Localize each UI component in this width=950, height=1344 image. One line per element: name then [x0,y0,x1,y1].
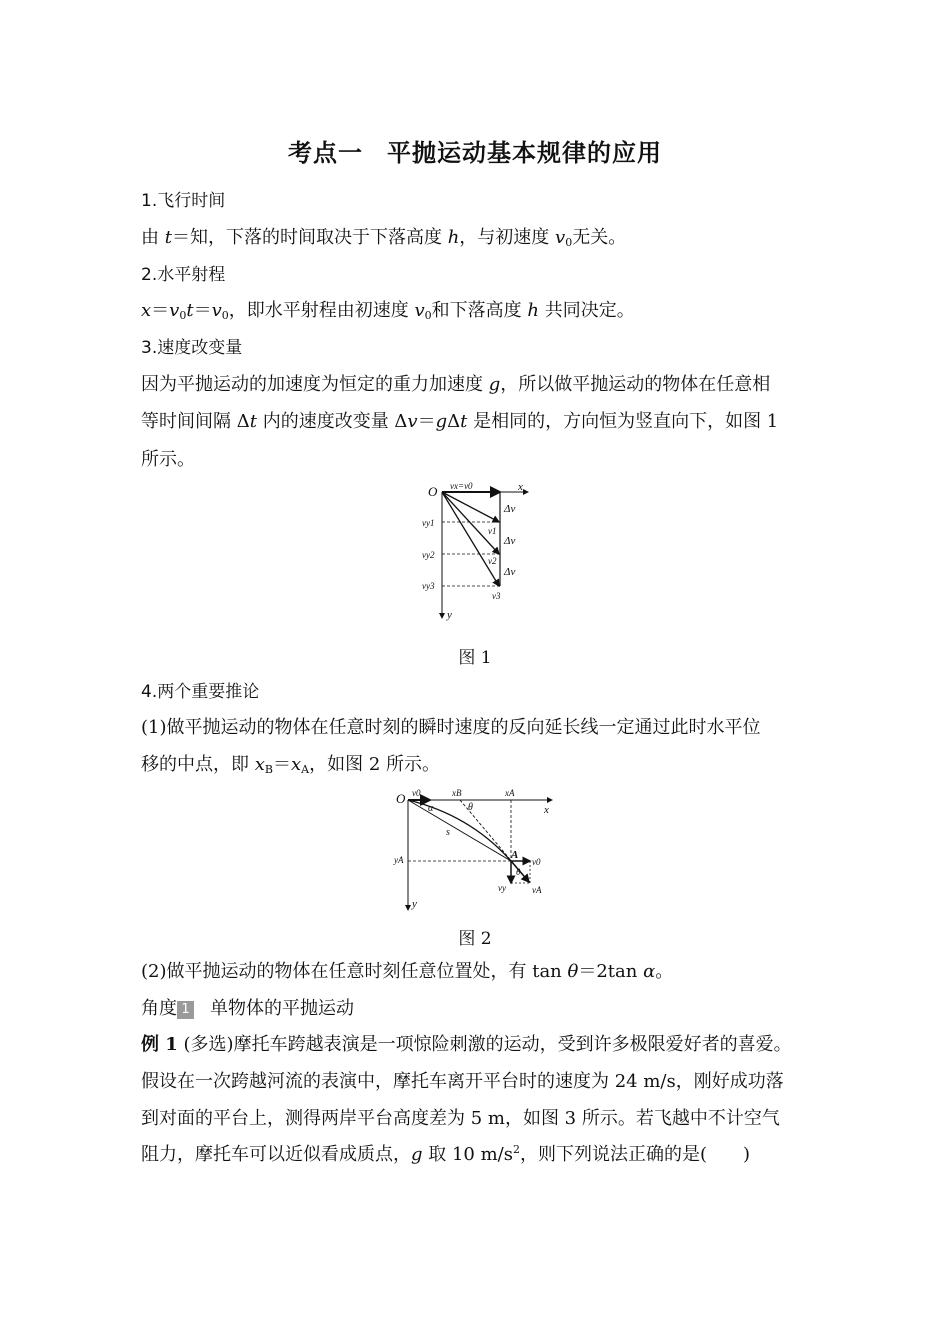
dv-label-1: Δv [504,503,516,515]
v0-label: v0 [412,788,421,798]
example-line2: 假设在一次跨越河流的表演中，摩托车离开平台时的速度为 24 m/s，刚好成功落 [141,1071,784,1092]
flight-time-text: 由 t＝知，下落的时间取决于下落高度 h，与初速度 $v_0$无关。 [141,227,627,249]
s-label: s [446,827,450,838]
point-A-label: A [511,849,519,861]
v2-vector [442,492,499,554]
title-part2: 平抛运动基本规律的应用 [387,138,662,167]
vy3-label: vy3 [422,581,435,591]
page-title [0,133,950,168]
theta-top-label: θ [468,802,473,813]
dv-label-2: Δv [504,535,516,547]
vy2-label: vy2 [422,550,435,560]
example-line4: 阻力，摩托车可以近似看成质点，g 取 10 $m/s^2$，则下列说法正确的是( ) [141,1143,751,1165]
yA-label: yA [394,855,404,865]
alpha-label: α [428,803,434,814]
corollary-1-line2: 移的中点，即 $x_B=x_A$，如图 2 所示。 [141,754,440,776]
v0-at-A-label: v0 [532,857,541,867]
y-label: y [447,609,452,621]
displacement-line [408,800,511,861]
y-label: y [412,898,417,910]
vA-label: vA [532,885,542,895]
figure-1-diagram [418,478,538,628]
figure-1-caption: 图 1 [458,648,492,668]
x-label: x [544,804,549,816]
heading-flight-time: 1.飞行时间 [141,191,226,211]
v3-label: v3 [492,591,501,601]
figure-2-caption: 图 2 [458,929,492,949]
velocity-change-line2: 等时间间隔 Δt 内的速度改变量 Δv＝gΔt 是相同的，方向恒为竖直向下，如图 1 [141,411,779,432]
example-line1: 例 1 (多选)摩托车跨越表演是一项惊险刺激的运动，受到许多极限爱好者的喜爱。 [141,1034,792,1055]
vy1-label: vy1 [422,518,435,528]
v1-label: v1 [488,526,497,536]
x-label: x [518,481,523,493]
origin-label: O [428,484,438,499]
xA-label: xA [505,788,515,798]
corollary-2: (2)做平抛运动的物体在任意时刻任意位置处，有 tan θ＝2tan α。 [141,961,674,982]
xB-label: xB [452,788,462,798]
theta-A-label: θ [516,867,521,877]
heading-range: 2.水平射程 [141,265,226,285]
velocity-change-line1: 因为平抛运动的加速度为恒定的重力加速度 g，所以做平抛运动的物体在任意相 [141,374,771,395]
example-label: 例 1 [141,1034,178,1055]
heading-velocity-change: 3.速度改变量 [141,338,243,358]
range-text: $x=v_0t=v_0$，即水平射程由初速度 $v_0$和下落高度 h 共同决定。 [141,300,635,322]
angle-number-badge: 1 [177,1001,194,1019]
origin-label: O [396,791,406,806]
vx-label: vx=v0 [450,481,473,491]
figure-2-diagram [390,785,562,915]
corollary-1-line1: (1)做平抛运动的物体在任意时刻的瞬时速度的反向延长线一定通过此时水平位 [141,717,761,738]
v3-vector [442,492,499,586]
dv-label-3: Δv [504,566,516,578]
heading-corollaries: 4.两个重要推论 [141,682,260,702]
angle-heading: 角度 1 单物体的平抛运动 [141,998,354,1019]
v2-label: v2 [488,556,497,566]
vy-label: vy [498,883,506,893]
example-line3: 到对面的平台上，测得两岸平台高度差为 5 m，如图 3 所示。若飞越中不计空气 [141,1108,780,1129]
velocity-change-line3: 所示。 [141,449,195,470]
title-part1: 考点一 [288,138,363,167]
